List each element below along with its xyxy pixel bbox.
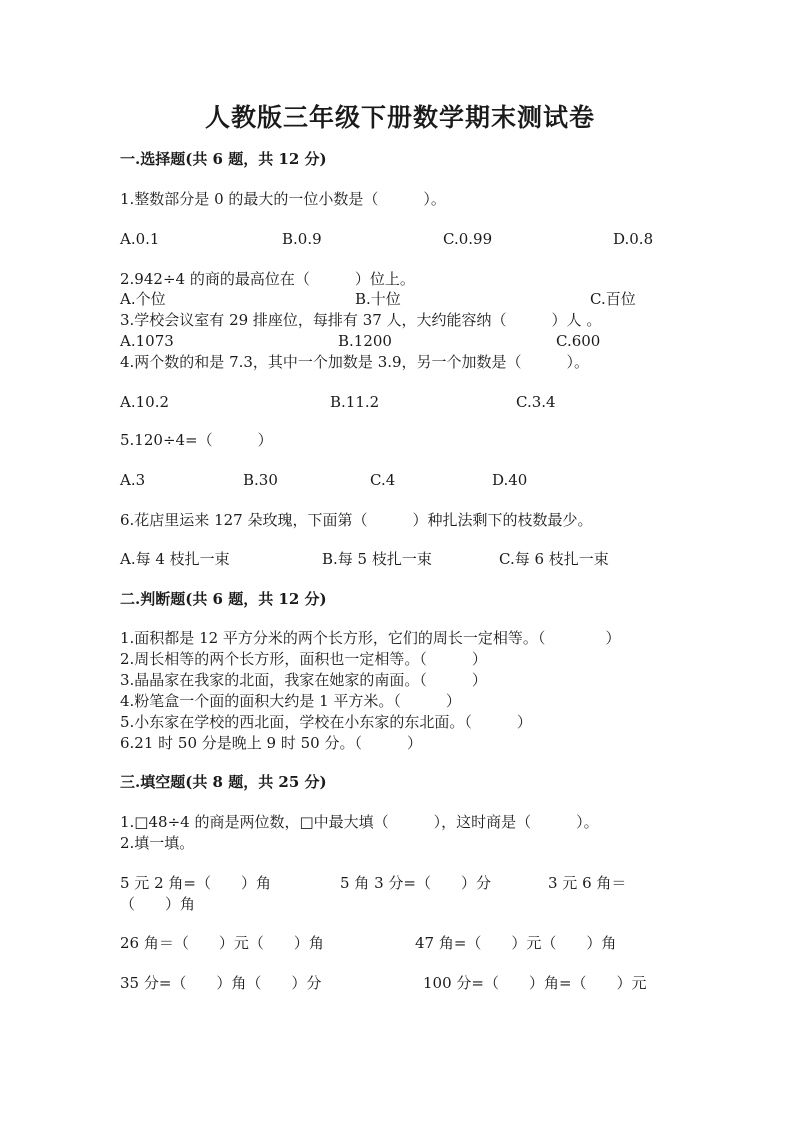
option: B.十位 — [355, 290, 401, 308]
fill-blank: 26 角＝（ ）元（ ）角 — [120, 934, 324, 952]
statement: 3.晶晶家在我家的北面，我家在她家的南面。（ ） — [120, 671, 487, 689]
option: C.百位 — [590, 290, 636, 308]
fill-blank: （ ）角 — [120, 895, 196, 913]
statement: 1.面积都是 12 平方分米的两个长方形，它们的周长一定相等。（ ） — [120, 629, 621, 647]
question-text: 3.学校会议室有 29 排座位，每排有 37 人，大约能容纳（ ）人 。 — [120, 311, 602, 329]
fill-blank: 5 角 3 分=（ ）分 — [340, 874, 491, 892]
option: B.11.2 — [330, 393, 380, 411]
option: B.1200 — [338, 332, 392, 350]
option: C.3.4 — [516, 393, 556, 411]
option: A.0.1 — [120, 230, 160, 248]
fill-blank: 3 元 6 角＝ — [548, 874, 627, 892]
option: B.每 5 枝扎一束 — [322, 550, 432, 568]
fill-question: 1.□48÷4 的商是两位数，□中最大填（ ），这时商是（ ）。 — [120, 813, 599, 831]
option: A.10.2 — [120, 393, 169, 411]
section-heading-fill: 三.填空题(共 8 题，共 25 分) — [120, 773, 327, 791]
option: A.3 — [120, 471, 146, 489]
option: D.0.8 — [613, 230, 654, 248]
question-text: 6.花店里运来 127 朵玫瑰，下面第（ ）种扎法剩下的枝数最少。 — [120, 511, 593, 529]
option: C.4 — [370, 471, 396, 489]
question-text: 5.120÷4=（ ） — [120, 431, 273, 449]
section-heading-judgement: 二.判断题(共 6 题，共 12 分) — [120, 590, 327, 608]
option: C.每 6 枝扎一束 — [499, 550, 609, 568]
option: B.0.9 — [282, 230, 322, 248]
option: C.0.99 — [443, 230, 493, 248]
option: A.每 4 枝扎一束 — [120, 550, 230, 568]
fill-blank: 35 分=（ ）角（ ）分 — [120, 974, 322, 992]
fill-blank: 5 元 2 角=（ ）角 — [120, 874, 271, 892]
question-text: 4.两个数的和是 7.3，其中一个加数是 3.9，另一个加数是（ ）。 — [120, 353, 590, 371]
question-text: 2.942÷4 的商的最高位在（ ）位上。 — [120, 270, 415, 288]
question-text: 1.整数部分是 0 的最大的一位小数是（ ）。 — [120, 190, 446, 208]
option: C.600 — [556, 332, 601, 350]
option: D.40 — [492, 471, 528, 489]
page-title: 人教版三年级下册数学期末测试卷 — [204, 103, 595, 132]
statement: 5.小东家在学校的西北面，学校在小东家的东北面。（ ） — [120, 713, 532, 731]
statement: 6.21 时 50 分是晚上 9 时 50 分。（ ） — [120, 734, 422, 752]
option: B.30 — [243, 471, 278, 489]
fill-blank: 100 分=（ ）角=（ ）元 — [423, 974, 647, 992]
option: A.个位 — [120, 290, 166, 308]
fill-question: 2.填一填。 — [120, 834, 195, 852]
statement: 2.周长相等的两个长方形，面积也一定相等。（ ） — [120, 650, 487, 668]
fill-blank: 47 角=（ ）元（ ）角 — [415, 934, 617, 952]
statement: 4.粉笔盒一个面的面积大约是 1 平方米。（ ） — [120, 692, 461, 710]
option: A.1073 — [120, 332, 174, 350]
section-heading-choice: 一.选择题(共 6 题，共 12 分) — [120, 150, 327, 168]
